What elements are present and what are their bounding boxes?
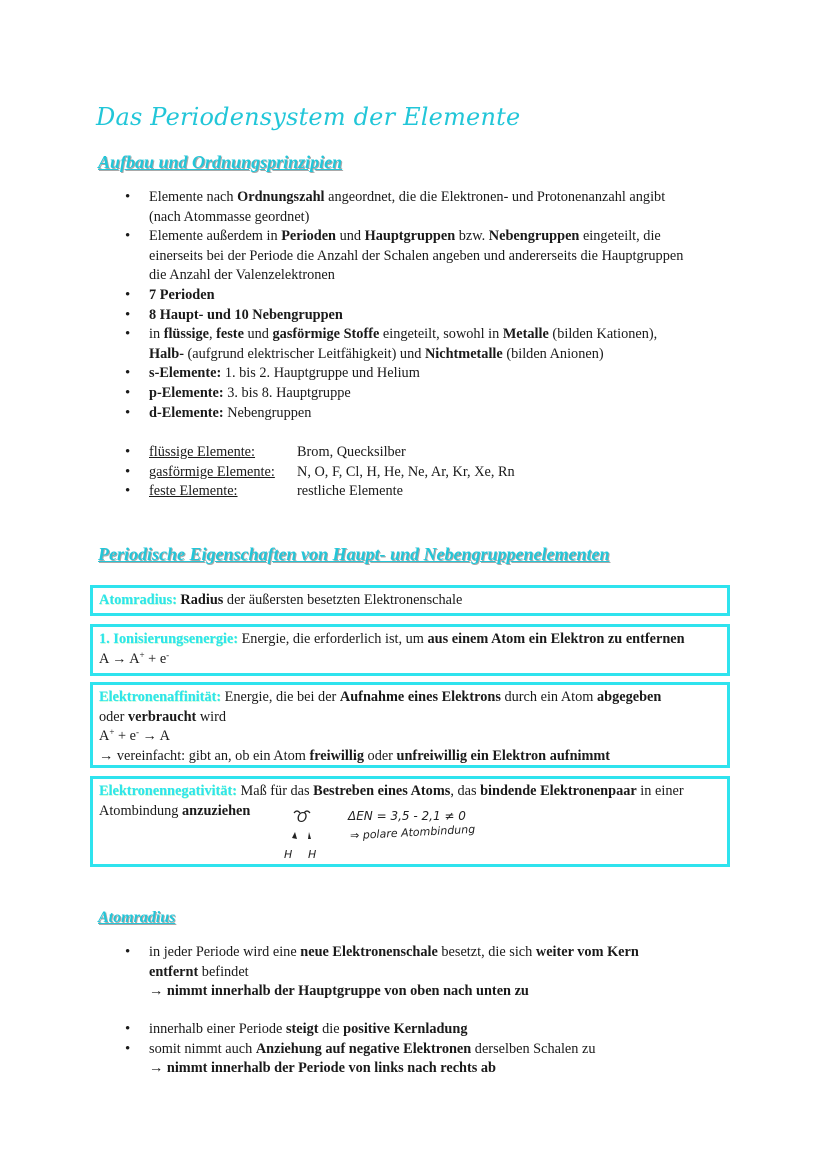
list-item: • gasförmige Elemente: N, O, F, Cl, H, He, Ne, Ar, Kr, Xe, Rn <box>121 463 741 483</box>
section-heading-aufbau: Aufbau und Ordnungsprinzipien <box>98 152 343 172</box>
section-heading-periodische-eigenschaften: Periodische Eigenschaften von Haupt- und Nebengruppenelementen <box>98 544 610 564</box>
list-item: • 7 Perioden <box>121 286 741 306</box>
list-item: • p-Elemente: 3. bis 8. Hauptgruppe <box>121 384 741 404</box>
list-item: • s-Elemente: 1. bis 2. Hauptgruppe und Helium <box>121 364 741 384</box>
handwritten-polar-bond: ⇒ polare Atombindung <box>349 822 476 843</box>
list-item: • 8 Haupt- und 10 Nebengruppen <box>121 306 741 326</box>
list-item: • flüssige Elemente: Brom, Quecksilber <box>121 443 741 463</box>
definition-box-elektronenaffinitaet: Elektronenaffinität: Energie, die bei der Aufnahme eines Elektrons durch ein Atom abgegeben oder verbraucht wird A+ + e- → A → vereinfacht: gibt an, ob ein Atom freiwillig oder unfreiwillig ein Elektron aufnimmt <box>90 682 730 768</box>
section-heading-atomradius: Atomradius <box>98 909 176 926</box>
list-item: • Elemente außerdem in Perioden und Hauptgruppen bzw. Nebengruppen eingeteilt, die einerseits bei der Periode die Anzahl der Schalen angeben und andererseits die Hauptgruppen die Anzahl der Valenzelektronen <box>121 227 741 286</box>
definition-box-ionisierungsenergie: 1. Ionisierungsenergie: Energie, die erforderlich ist, um aus einem Atom ein Elektron zu entfernen A → A+ + e- <box>90 624 730 676</box>
definition-box-atomradius: Atomradius: Radius der äußersten besetzten Elektronenschale <box>90 585 730 616</box>
list-item: • in jeder Periode wird eine neue Elektronenschale besetzt, die sich weiter vom Kern entfernt befindet → nimmt innerhalb der Hauptgruppe von oben nach unten zu <box>121 943 741 1002</box>
handwritten-hydrogen-2: H <box>308 848 317 861</box>
handwritten-oxygen: O <box>297 811 308 826</box>
handwritten-en-difference: ΔEN = 3,5 - 2,1 ≠ 0 <box>348 809 466 823</box>
aufbau-list <box>121 188 741 423</box>
list-item: • d-Elemente: Nebengruppen <box>121 404 741 424</box>
list-item: • Elemente nach Ordnungszahl angeordnet, die die Elektronen- und Protonenanzahl angibt (nach Atommasse geordnet) <box>121 188 741 227</box>
atomradius-list-2 <box>121 1020 741 1079</box>
definition-box-elektronegativitaet: Elektronennegativität: Maß für das Bestreben eines Atoms, das bindende Elektronenpaar in einer Atombindung anzuziehen <box>90 776 730 867</box>
handwritten-hydrogen-1: H <box>284 848 293 861</box>
page-title: Das Periodensystem der Elemente <box>96 103 521 131</box>
list-item: • somit nimmt auch Anziehung auf negative Elektronen derselben Schalen zu → nimmt innerhalb der Periode von links nach rechts ab <box>121 1040 741 1079</box>
atomradius-list-1 <box>121 943 741 1002</box>
list-item: • innerhalb einer Periode steigt die positive Kernladung <box>121 1020 741 1040</box>
list-item: • in flüssige, feste und gasförmige Stoffe eingeteilt, sowohl in Metalle (bilden Kationen), Halb- (aufgrund elektrischer Leitfähigkeit) und Nichtmetalle (bilden Anionen) <box>121 325 741 364</box>
states-list <box>121 443 741 502</box>
list-item: • feste Elemente: restliche Elemente <box>121 482 741 502</box>
